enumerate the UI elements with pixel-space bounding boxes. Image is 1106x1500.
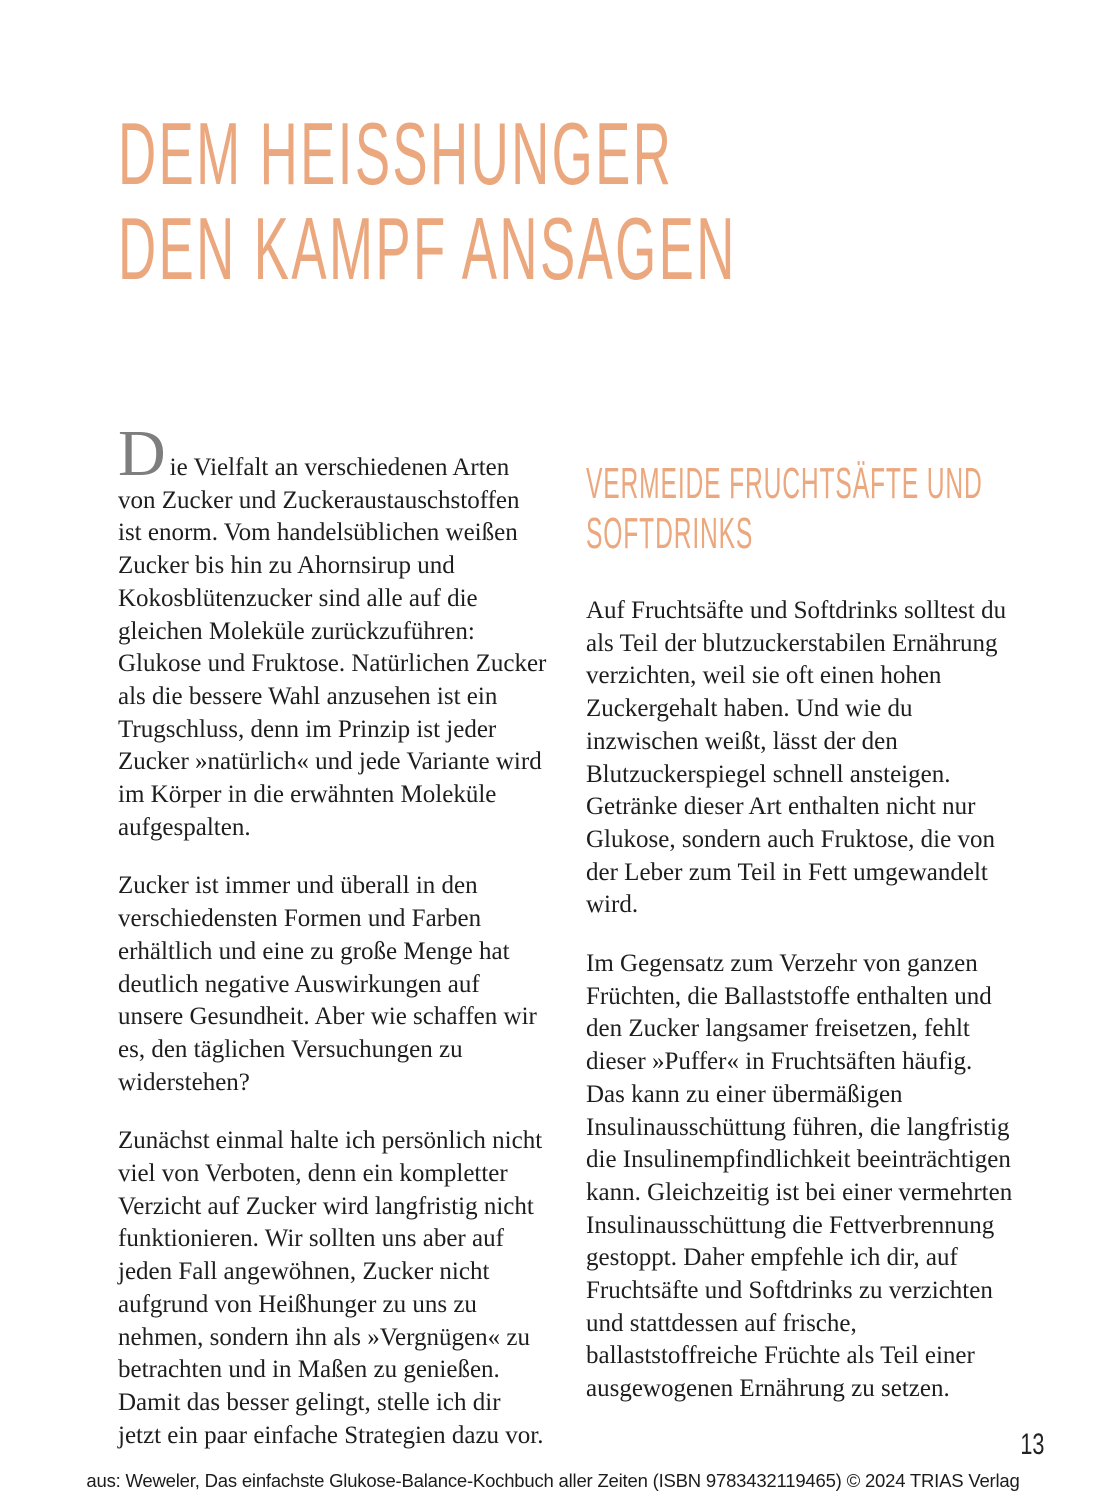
- chapter-title: [118, 106, 737, 296]
- paragraph: Auf Fruchtsäfte und Softdrinks solltest du als Teil der blutzuckerstabilen Ernährung verzichten, weil sie oft einen hohen Zuckergehalt haben. Und wie du inzwischen weißt, lässt der den Blutzuckerspiegel schnell ansteigen. Getränke dieser Art enthalten nicht nur Glukose, sondern auch Fruktose, die von der Leber zum Teil in Fett umgewandelt wird.: [586, 597, 1007, 919]
- chapter-title-line-2: DEN KAMPF ANSAGEN: [118, 199, 737, 298]
- paragraph: Im Gegensatz zum Verzehr von ganzen Früchten, die Ballaststoffe enthalten und den Zucker langsamer freisetzen, fehlt dieser »Puffer« in Fruchtsäften häufig. Das kann zu einer übermäßigen Insulinausschüttung führen, die langfristig die Insulinempfindlichkeit beeinträchtigen kann. Gleichzeitig ist bei einer vermehrten Insulinausschüttung die Fettverbrennung gestoppt. Daher empfehle ich dir, auf Fruchtsäfte und Softdrinks zu verzichten und stattdessen auf frische, ballaststoffreiche Früchte als Teil einer ausgewogenen Ernährung zu setzen.: [586, 950, 1013, 1403]
- paragraph: [118, 417, 548, 844]
- text-columns: [118, 417, 1016, 1452]
- section-heading-line-1: VERMEIDE FRUCHTSÄFTE UND: [586, 459, 983, 508]
- section-heading-line-2: SOFTDRINKS: [586, 509, 754, 558]
- drop-cap: D: [118, 417, 166, 490]
- paragraph: Zucker ist immer und überall in den verschiedensten Formen und Farben erhältlich und eine zu große Menge hat deutlich negative Auswirkungen auf unsere Gesundheit. Aber wie schaffen wir es, den täglichen Versuchungen zu widerstehen?: [118, 872, 537, 1096]
- page-number: 13: [1019, 1428, 1044, 1461]
- paragraph: Zunächst einmal halte ich persönlich nicht viel von Verboten, denn ein kompletter Verzicht auf Zucker wird langfristig nicht funktionieren. Wir sollten uns aber auf jeden Fall angewöhnen, Zucker nicht aufgrund von Heißhunger zu uns zu nehmen, sondern ihn als »Vergnügen« zu betrachten und in Maßen zu genießen. Damit das besser gelingt, stelle ich dir jetzt ein paar einfache Strategien dazu vor.: [118, 1127, 544, 1449]
- left-column: [118, 417, 548, 1452]
- right-column: [586, 452, 1016, 1452]
- section-heading: [586, 459, 983, 559]
- footer-credit: aus: Weweler, Das einfachste Glukose-Balance-Kochbuch aller Zeiten (ISBN 9783432119465) © 2024 TRIAS Verlag: [86, 1470, 1020, 1491]
- chapter-title-line-1: DEM HEISSHUNGER: [118, 104, 674, 203]
- paragraph-text: ie Vielfalt an verschiedenen Arten von Zucker und Zuckeraustauschstoffen ist enorm. Vom handelsüblichen weißen Zucker bis hin zu Ahornsirup und Kokosblütenzucker sind alle auf die gleichen Moleküle zurückzuführen: Glukose und Fruktose. Natürlichen Zucker als die bessere Wahl anzusehen ist ein Trugschluss, denn im Prinzip ist jeder Zucker »natürlich« und jede Variante wird im Körper in die erwähnten Moleküle aufgespalten.: [118, 454, 547, 841]
